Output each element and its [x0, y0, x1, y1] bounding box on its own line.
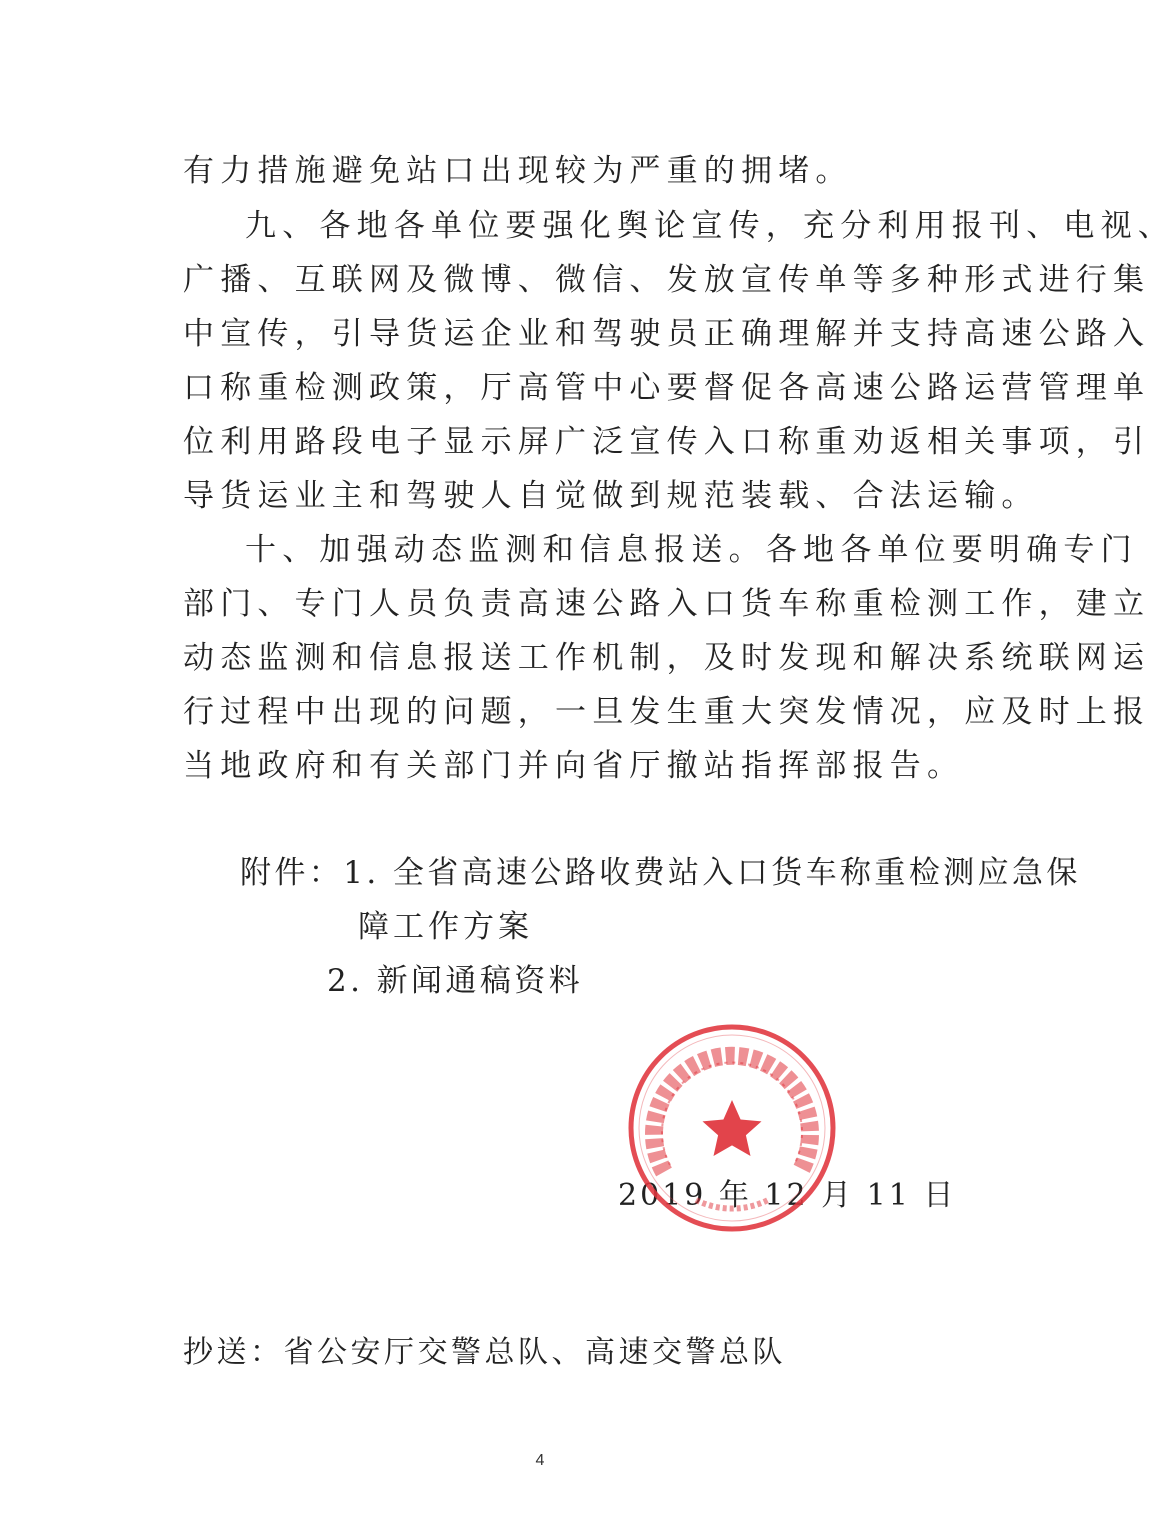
body-line-2: 九、各地各单位要强化舆论宣传，充分利用报刊、电视、 — [245, 208, 1175, 244]
body-line-11: 行过程中出现的问题，一旦发生重大突发情况，应及时上报 — [183, 694, 1151, 730]
body-line-9: 部门、专门人员负责高速公路入口货车称重检测工作，建立 — [183, 586, 1151, 622]
seal-star-icon — [703, 1100, 762, 1156]
issue-date: 2019 年 12 月 11 日 — [618, 1178, 957, 1213]
body-line-10: 动态监测和信息报送工作机制，及时发现和解决系统联网运 — [183, 640, 1151, 676]
body-line-1: 有力措施避免站口出现较为严重的拥堵。 — [183, 153, 853, 189]
attachment-item-1: 附件：1. 全省高速公路收费站入口货车称重检测应急保 — [240, 855, 1081, 891]
attachment-item-1-continued: 障工作方案 — [358, 909, 533, 945]
body-line-3: 广播、互联网及微博、微信、发放宣传单等多种形式进行集 — [183, 262, 1151, 298]
body-line-5: 口称重检测政策，厅高管中心要督促各高速公路运营管理单 — [183, 370, 1151, 406]
body-line-7: 导货运业主和驾驶人自觉做到规范装载、合法运输。 — [183, 478, 1039, 514]
body-line-12: 当地政府和有关部门并向省厅撤站指挥部报告。 — [183, 748, 965, 784]
body-line-4: 中宣传，引导货运企业和驾驶员正确理解并支持高速公路入 — [183, 316, 1151, 352]
official-seal — [626, 1022, 838, 1234]
attachment-item-2: 2. 新闻通稿资料 — [327, 963, 584, 999]
page-number: 4 — [535, 1452, 545, 1469]
body-line-8: 十、加强动态监测和信息报送。各地各单位要明确专门 — [245, 532, 1138, 568]
cc-line: 抄送：省公安厅交警总队、高速交警总队 — [183, 1335, 786, 1370]
body-line-6: 位利用路段电子显示屏广泛宣传入口称重劝返相关事项，引 — [183, 424, 1151, 460]
